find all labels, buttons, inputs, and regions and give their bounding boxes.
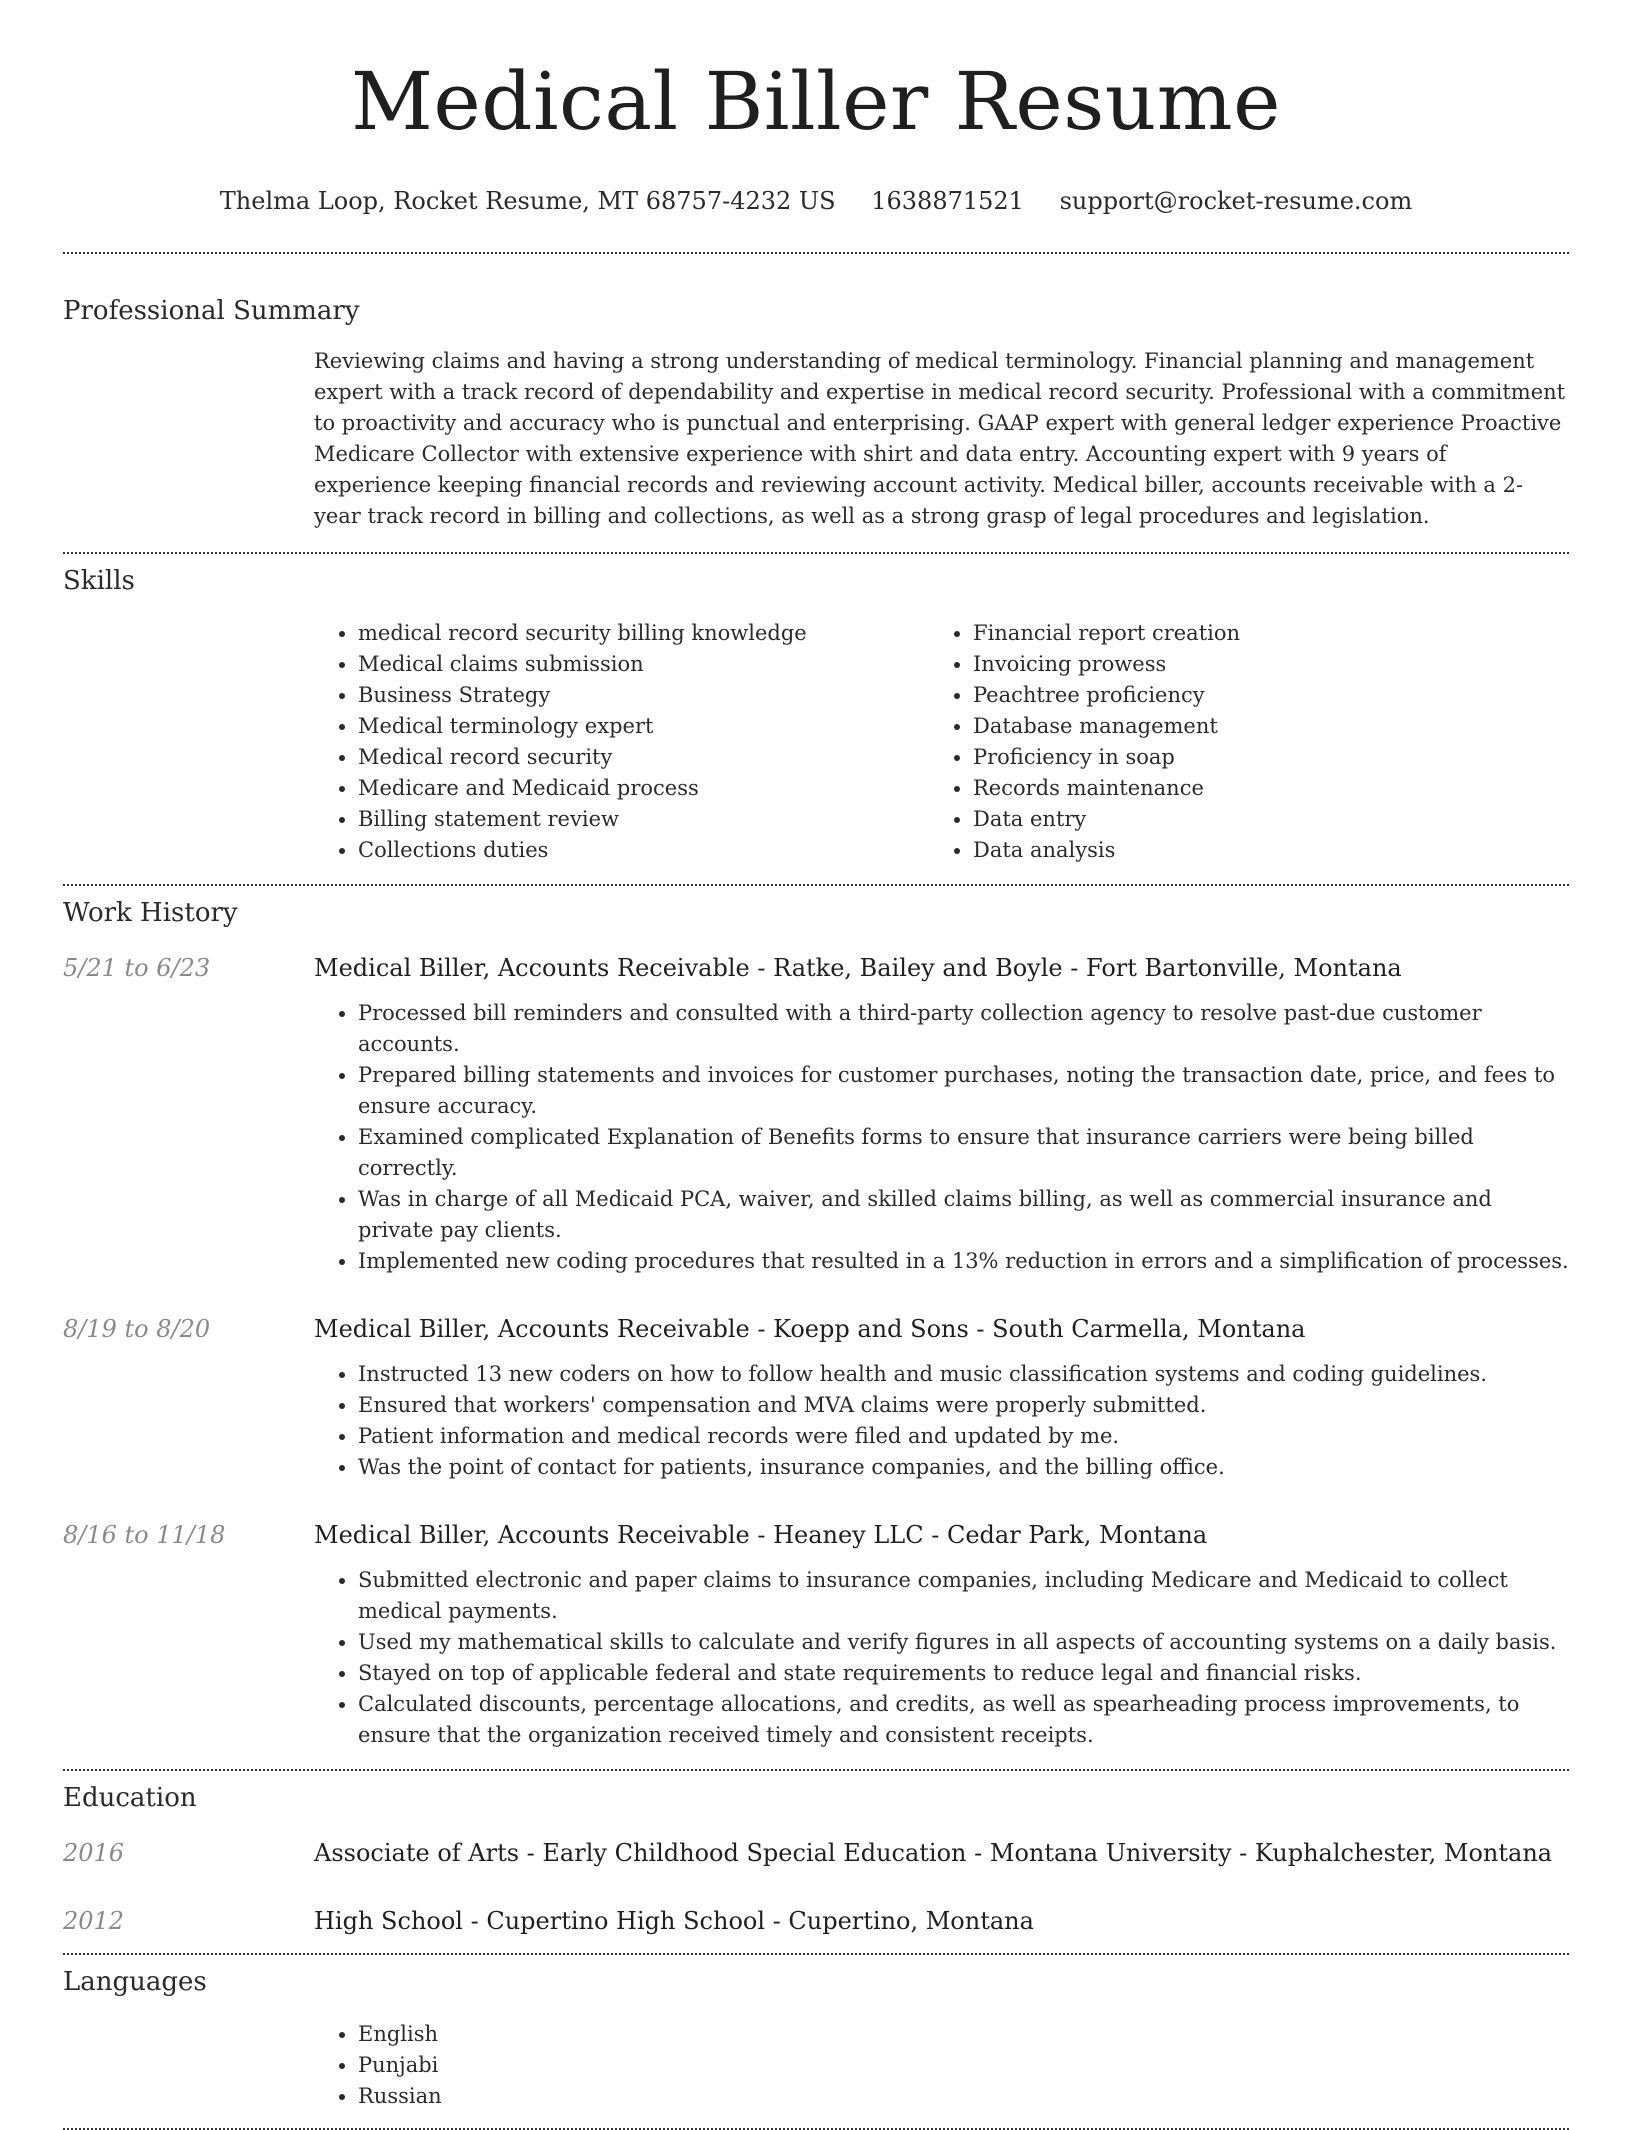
languages-section <box>63 1955 1569 2112</box>
languages-list <box>314 2019 1569 2112</box>
job-bullet: • Prepared billing statements and invoices for customer purchases, noting the transaction date, price, and fees to ensure accuracy. <box>358 1060 1569 1122</box>
summary-heading: Professional Summary <box>63 296 360 326</box>
education-year: 2012 <box>63 1907 125 1935</box>
skill-item: • Records maintenance <box>973 773 1544 804</box>
job-bullet: • Was in charge of all Medicaid PCA, waiver, and skilled claims billing, as well as commercial insurance and private pay clients. <box>358 1184 1569 1246</box>
job-bullet: • Processed bill reminders and consulted with a third-party collection agency to resolve past-due customer accounts. <box>358 998 1569 1060</box>
language-item: • English <box>358 2019 1569 2050</box>
education-text: Associate of Arts - Early Childhood Special Education - Montana University - Kuphalchester, Montana <box>314 1839 1553 1867</box>
summary-section <box>63 254 1569 532</box>
education-heading: Education <box>63 1783 197 1813</box>
language-item: • Russian <box>358 2081 1569 2112</box>
contact-line <box>63 186 1569 216</box>
skills-list-left <box>314 618 929 866</box>
skills-section <box>63 554 1569 866</box>
skill-item: • medical record security billing knowledge <box>358 618 929 649</box>
job-bullet: • Instructed 13 new coders on how to follow health and music classification systems and coding guidelines. <box>358 1359 1569 1390</box>
skill-item: • Database management <box>973 711 1544 742</box>
contact-phone: 1638871521 <box>871 187 1024 215</box>
resume-title: Medical Biller Resume <box>351 55 1281 148</box>
education-year: 2016 <box>63 1839 125 1867</box>
job-dates: 8/19 to 8/20 <box>63 1315 211 1343</box>
skill-item: • Medical claims submission <box>358 649 929 680</box>
job-bullet: • Was the point of contact for patients, insurance companies, and the billing office. <box>358 1452 1569 1483</box>
job-bullet: • Stayed on top of applicable federal and state requirements to reduce legal and financial risks. <box>358 1658 1569 1689</box>
summary-text: Reviewing claims and having a strong understanding of medical terminology. Financial planning and management expert with a track record of dependability and expertise in medical record security. Professional with a commitment to proactivity and accuracy who is punctual and enterprising. GAAP expert with general ledger experience Proactive Medicare Collector with extensive experience with shirt and data entry. Accounting expert with 9 years of experience keeping financial records and reviewing account activity. Medical biller, accounts receivable with a 2-year track record in billing and collections, as well as a strong grasp of legal procedures and legislation. <box>314 349 1566 528</box>
skill-item: • Billing statement review <box>358 804 929 835</box>
skill-item: • Financial report creation <box>973 618 1544 649</box>
job-bullet: • Examined complicated Explanation of Benefits forms to ensure that insurance carriers were being billed correctly. <box>358 1122 1569 1184</box>
skills-heading: Skills <box>63 566 135 596</box>
contact-address: Thelma Loop, Rocket Resume, MT 68757-4232 US <box>219 187 836 215</box>
job-dates: 5/21 to 6/23 <box>63 954 211 982</box>
skill-item: • Medical terminology expert <box>358 711 929 742</box>
skill-item: • Data analysis <box>973 835 1544 866</box>
job-entry <box>63 1519 1569 1751</box>
skill-item: • Data entry <box>973 804 1544 835</box>
skill-item: • Business Strategy <box>358 680 929 711</box>
skill-item: • Medical record security <box>358 742 929 773</box>
job-dates: 8/16 to 11/18 <box>63 1521 226 1549</box>
education-text: High School - Cupertino High School - Cupertino, Montana <box>314 1907 1034 1935</box>
job-title: Medical Biller, Accounts Receivable - Heaney LLC - Cedar Park, Montana <box>314 1521 1208 1549</box>
job-bullet: • Ensured that workers' compensation and MVA claims were properly submitted. <box>358 1390 1569 1421</box>
skill-item: • Collections duties <box>358 835 929 866</box>
job-bullet: • Used my mathematical skills to calculate and verify figures in all aspects of accounting systems on a daily basis. <box>358 1627 1569 1658</box>
skill-item: • Medicare and Medicaid process <box>358 773 929 804</box>
work-heading: Work History <box>63 898 238 928</box>
education-entry <box>63 1905 1569 1937</box>
job-entry <box>63 1313 1569 1483</box>
job-bullet: • Submitted electronic and paper claims to insurance companies, including Medicare and Medicaid to collect medical payments. <box>358 1565 1569 1627</box>
skills-list-right <box>929 618 1544 866</box>
job-bullet: • Calculated discounts, percentage allocations, and credits, as well as spearheading process improvements, to ensure that the organization received timely and consistent receipts. <box>358 1689 1569 1751</box>
contact-email: support@rocket-resume.com <box>1059 187 1413 215</box>
skill-item: • Peachtree proficiency <box>973 680 1544 711</box>
job-bullet: • Implemented new coding procedures that resulted in a 13% reduction in errors and a simplification of processes. <box>358 1246 1569 1277</box>
languages-heading: Languages <box>63 1967 207 1997</box>
job-bullet: • Patient information and medical records were filed and updated by me. <box>358 1421 1569 1452</box>
education-section <box>63 1771 1569 1937</box>
work-section <box>63 886 1569 1751</box>
job-title: Medical Biller, Accounts Receivable - Koepp and Sons - South Carmella, Montana <box>314 1315 1306 1343</box>
skill-item: • Invoicing prowess <box>973 649 1544 680</box>
job-bullets <box>314 998 1569 1277</box>
job-title: Medical Biller, Accounts Receivable - Ratke, Bailey and Boyle - Fort Bartonville, Montana <box>314 954 1402 982</box>
education-entry <box>63 1837 1569 1869</box>
job-bullets <box>314 1565 1569 1751</box>
skill-item: • Proficiency in soap <box>973 742 1544 773</box>
language-item: • Punjabi <box>358 2050 1569 2081</box>
job-entry <box>63 952 1569 1277</box>
job-bullets <box>314 1359 1569 1483</box>
